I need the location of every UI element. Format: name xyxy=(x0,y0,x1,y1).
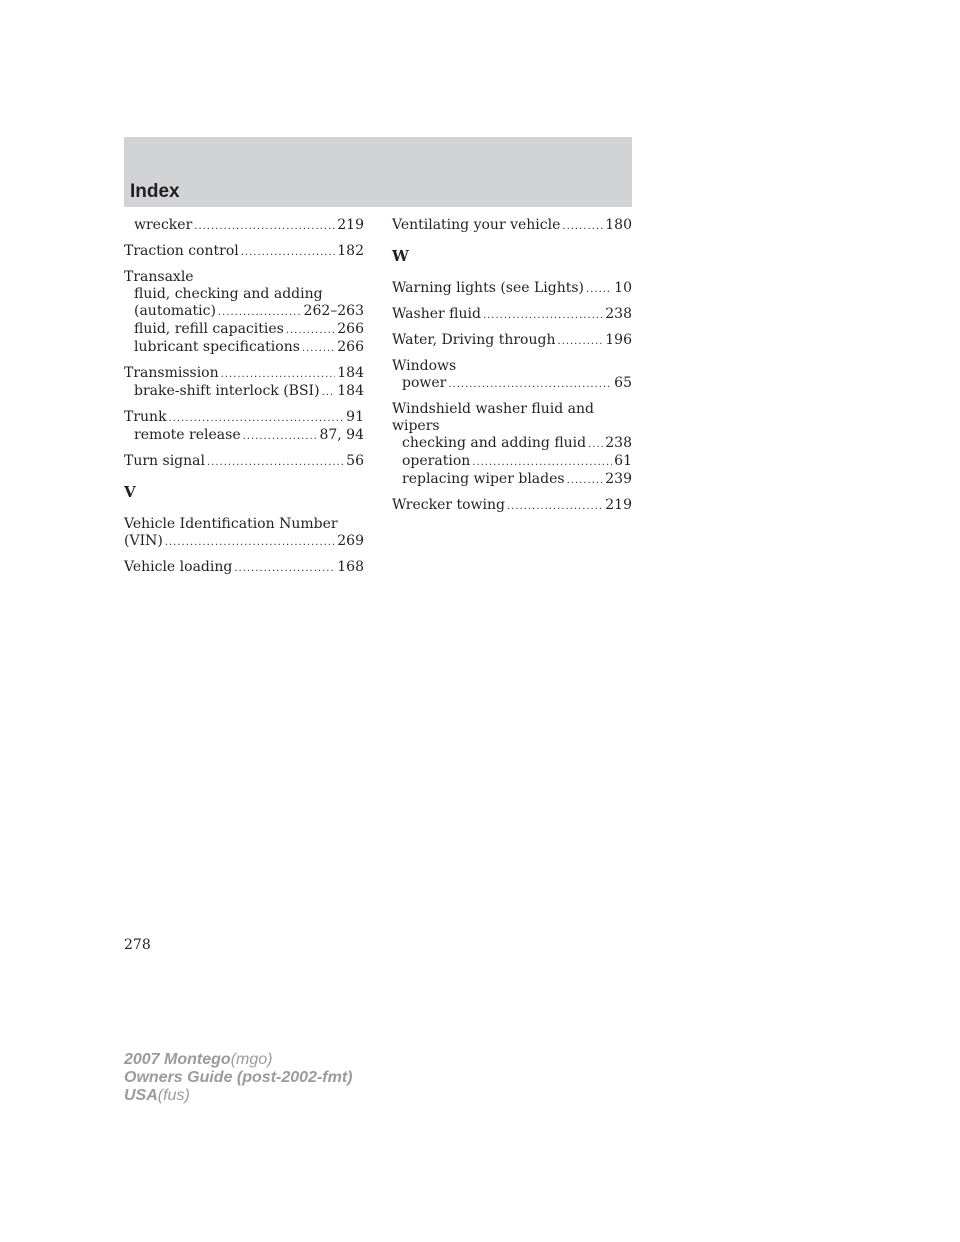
index-heading: Windows xyxy=(392,358,457,374)
index-subentry: fluid, refill capacities ..... 266 xyxy=(124,321,364,339)
index-entry: Vehicle loading ..... 168 xyxy=(124,559,364,577)
index-entry: wrecker ..... 219 xyxy=(124,217,364,235)
index-group-transaxle xyxy=(124,269,364,357)
index-entry: Warning lights (see Lights) ..... 10 xyxy=(392,280,632,298)
footer-region: USA xyxy=(124,1087,158,1104)
index-entry: Trunk ..... 91 xyxy=(124,409,364,427)
index-heading: wipers xyxy=(392,418,440,434)
index-group-transmission xyxy=(124,365,364,401)
index-heading: Transaxle xyxy=(124,269,194,285)
footer-watermark xyxy=(124,1051,352,1105)
index-entry: Transmission ..... 184 xyxy=(124,365,364,383)
index-entry: Traction control ..... 182 xyxy=(124,243,364,261)
index-subentry: brake-shift interlock (BSI) ..... 184 xyxy=(124,383,364,401)
index-entry: Wrecker towing ..... 219 xyxy=(392,497,632,515)
index-column-left xyxy=(124,217,364,585)
index-entry: Water, Driving through ..... 196 xyxy=(392,332,632,350)
section-letter: W xyxy=(392,247,409,265)
index-entry: (VIN) ..... 269 xyxy=(124,533,364,551)
index-group-trunk xyxy=(124,409,364,445)
index-heading: Windshield washer fluid and xyxy=(392,401,594,417)
index-subentry: replacing wiper blades ..... 239 xyxy=(392,471,632,489)
index-subentry: checking and adding fluid ..... 238 xyxy=(392,435,632,453)
index-subentry: (automatic) ..... 262–263 xyxy=(124,303,364,321)
index-entry: Ventilating your vehicle ..... 180 xyxy=(392,217,632,235)
page-title: Index xyxy=(130,181,180,202)
index-subentry: lubricant specifications ..... 266 xyxy=(124,339,364,357)
index-group-windows xyxy=(392,358,632,393)
footer-model: 2007 Montego xyxy=(124,1051,231,1068)
header-band xyxy=(124,137,632,207)
page-number: 278 xyxy=(124,937,151,953)
footer-region-code: (fus) xyxy=(157,1087,190,1104)
index-group-vin xyxy=(124,516,364,551)
index-subentry: remote release ..... 87, 94 xyxy=(124,427,364,445)
index-subentry: power ..... 65 xyxy=(392,375,632,393)
index-entry: Turn signal ..... 56 xyxy=(124,453,364,471)
footer-model-code: (mgo) xyxy=(230,1051,273,1068)
section-letter: V xyxy=(124,483,136,501)
index-heading: Vehicle Identification Number xyxy=(124,516,338,532)
index-subentry: operation ..... 61 xyxy=(392,453,632,471)
index-group-windshield xyxy=(392,401,632,489)
index-entry: Washer fluid ..... 238 xyxy=(392,306,632,324)
index-subentry: fluid, checking and adding xyxy=(134,286,323,302)
index-column-right xyxy=(392,217,632,523)
footer-guide: Owners Guide (post-2002-fmt) xyxy=(124,1069,353,1086)
